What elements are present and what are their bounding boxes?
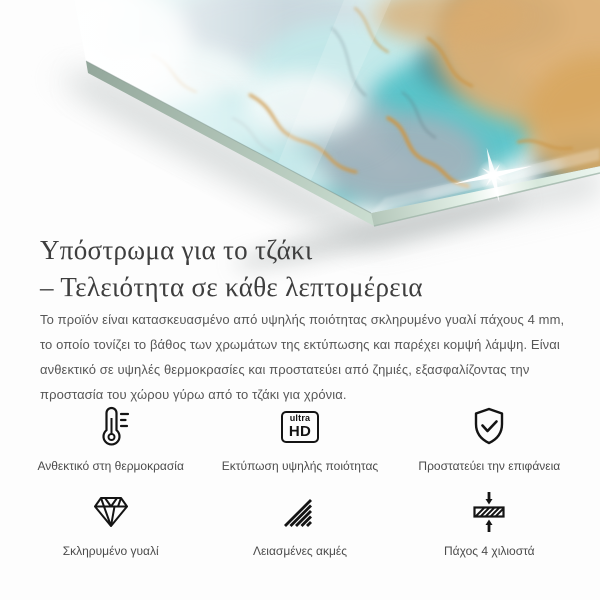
description-line: το οποίο τονίζει το βάθος των χρωμάτων της εκτύπωσης και παρέχει κομψή λάμψη. Είναι [40,337,560,352]
feature-print-quality [205,403,394,473]
product-description [40,307,564,407]
polished-edges-icon [277,488,323,536]
diamond-icon [88,488,134,536]
thermometer-icon [88,403,134,451]
feature-label: Πάχος 4 χιλιοστά [444,544,535,558]
ultra-hd-icon [281,403,319,451]
ultra-hd-text-bottom: HD [288,423,312,440]
feature-heat-resistant [16,403,205,473]
feature-label: Εκτύπωση υψηλής ποιότητας [221,459,379,473]
shield-check-icon [466,403,512,451]
description-line: Το προϊόν είναι κατασκευασμένο από υψηλής ποιότητας σκληρυμένο γυαλί πάχους 4 mm, [40,312,565,327]
ultra-hd-text-top: ultra [289,413,311,423]
title-line-2: – Τελειότητα σε κάθε λεπτομέρεια [40,272,423,302]
feature-label: Προστατεύει την επιφάνεια [418,459,561,473]
features-grid [16,403,584,558]
feature-label: Σκληρυμένο γυαλί [62,544,159,558]
feature-label: Ανθεκτικό στη θερμοκρασία [37,459,184,473]
thickness-icon [466,488,512,536]
title-line-1: Υπόστρωμα για το τζάκι [40,235,313,265]
feature-tempered-glass [16,488,205,558]
feature-label: Λειασμένες ακμές [252,544,348,558]
page-title [40,232,423,306]
feature-surface-protection [395,403,584,473]
description-line: ανθεκτικό σε υψηλές θερμοκρασίες και προστατεύει από ζημιές, εξασφαλίζοντας την [40,362,530,377]
description-line: προστασία του χώρου γύρω από το τζάκι για χρόνια. [40,387,347,402]
feature-polished-edges [205,488,394,558]
feature-thickness [395,488,584,558]
